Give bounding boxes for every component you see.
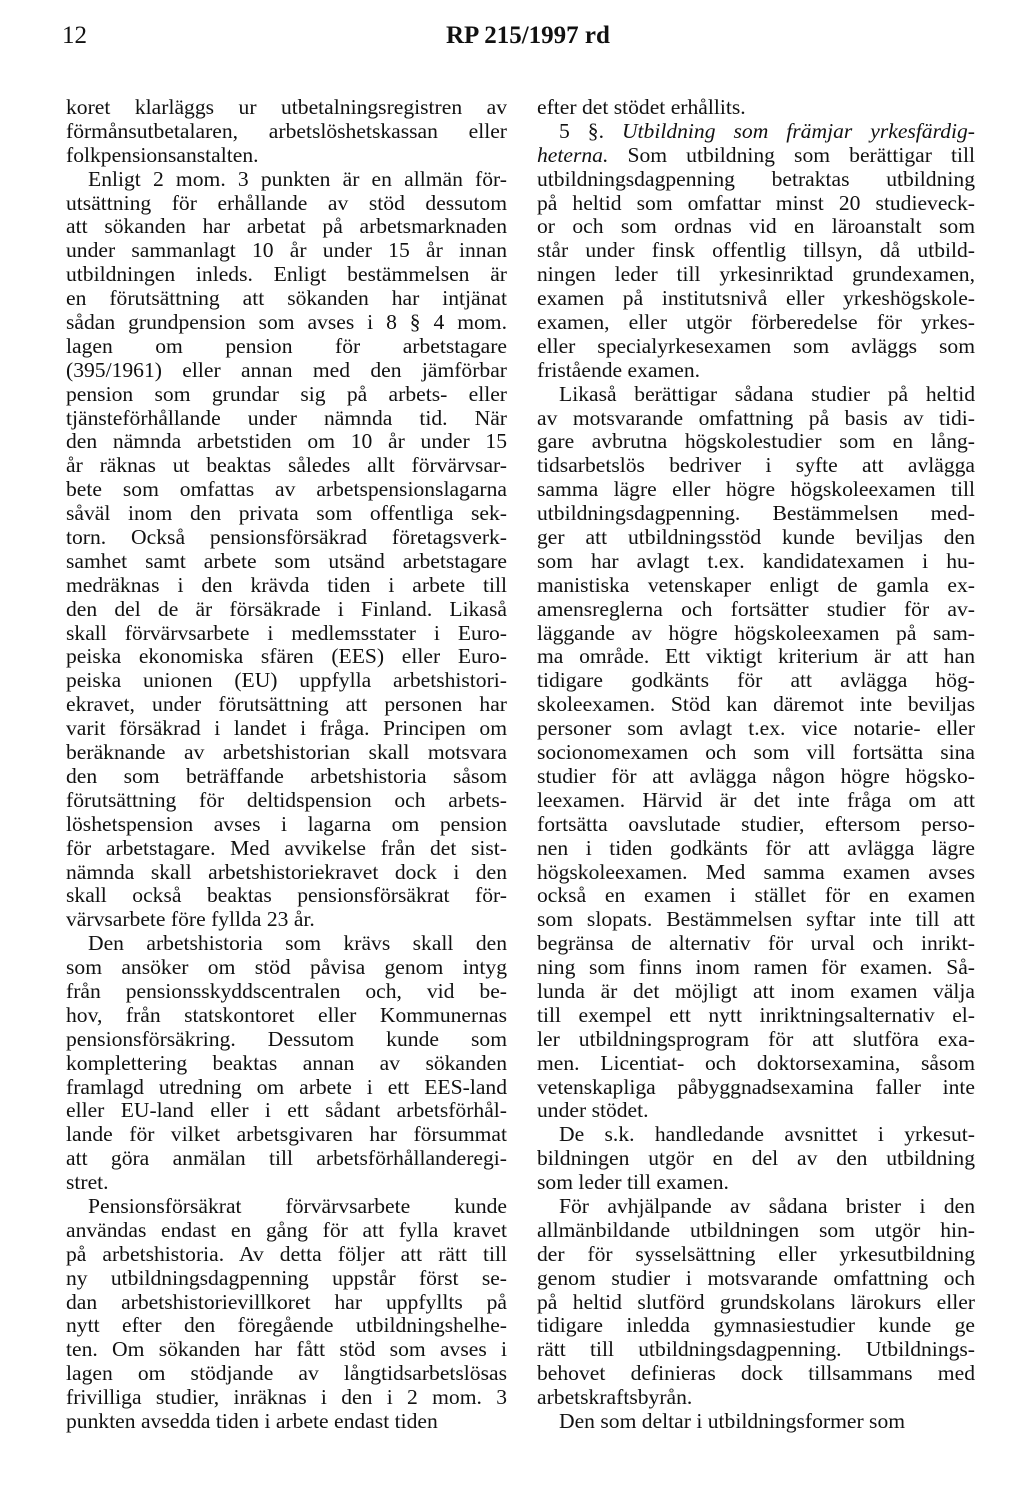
text-line: ny utbildningsdagpenning uppstår först se- [66,1266,507,1290]
text-line: skall också beaktas pensionsförsäkrat för- [66,884,507,908]
text-line: på heltid som omfattar minst 20 studieveck- [537,191,975,215]
text-line: värvsarbete före fyllda 23 år. [66,908,315,932]
text-line: or och som ordnas vid en läroanstalt som [537,215,975,239]
text-line: nämnda skall arbetshistoriekravet dock i den [66,860,507,884]
text-line: der för sysselsättning eller yrkesutbildning [537,1242,975,1266]
text-line: ler utbildningsprogram för att slutföra exa- [537,1027,975,1051]
text-line: peiska ekonomiska sfären (EES) eller Euro- [66,645,507,669]
text-line: dan arbetshistorievillkoret har uppfyllts på [66,1290,507,1314]
text-line: (395/1961) eller annan med den jämförbar [66,358,507,382]
text-line: socionomexamen och som vill fortsätta sina [537,741,975,765]
text-line: arbetskraftsbyrån. [537,1386,693,1410]
right-column-body [537,168,975,1434]
text-line: tjänsteförhållande under nämnda tid. När [66,406,507,430]
text-line: löshetspension avses i lagarna om pension [66,812,507,836]
text-line: Som utbildning som berättigar till [608,143,975,167]
text-line: som leder till examen. [537,1171,729,1195]
text-line: examen, eller utgör förberedelse för yrkes- [537,311,975,335]
text-line: ma område. Ett viktigt kriterium är att han [537,645,975,669]
text-line: står under finsk offentlig tillsyn, då utbild- [537,239,975,263]
text-line: att sökanden har arbetat på arbetsmarknaden [66,215,507,239]
text-line: som ansöker om stöd påvisa genom intyg [66,956,507,980]
text-line: förmånsutbetalaren, arbetslöshetskassan eller [66,119,507,143]
text-line: efter det stödet erhållits. [537,96,746,119]
text-line: läggande av högre högskoleexamen på sam- [537,621,975,645]
text-line: tidigare godkänts för att avlägga hög- [537,669,975,693]
page-number: 12 [62,22,87,49]
text-line: framlagd utredning om arbete i ett EES-land [66,1075,507,1099]
section-5-title: Utbildning som främjar yrkesfärdig- [621,119,975,143]
text-line: Enligt 2 mom. 3 punkten är en allmän för- [88,167,507,191]
text-line: eller specialyrkesexamen som avläggs som [537,334,975,358]
text-line: lagen om pension för arbetstagare [66,334,507,358]
left-column [66,96,507,1434]
text-line: fortsätta oavslutade studier, eftersom perso- [537,812,975,836]
text-line: såväl inom den privata som offentliga sek- [66,502,507,526]
text-line: förutsättning för deltidspension och arbets- [66,788,507,812]
section-5-heading-line-2 [537,144,975,168]
text-line: beräknande av arbetshistorian skall motsvara [66,741,507,765]
text-line: folkpensionsanstalten. [66,143,259,167]
text-line: ger att utbildningsstöd kunde beviljas den [537,526,975,550]
text-line: för arbetstagare. Med avvikelse från det sist- [66,836,507,860]
text-line: pension som grundar sig på arbets- eller [66,382,507,406]
page-header [0,16,1024,56]
text-line: frivilliga studier, inräknas i den i 2 mom. 3 [66,1386,507,1410]
text-line: sådan grundpension som avses i 8 § 4 mom. [66,311,507,335]
text-line: år räknas ut beaktas således allt förvärvsar- [66,454,507,478]
section-5-title-cont: heterna. [537,143,609,167]
text-line: under sammanlagt 10 år under 15 år innan [66,239,507,263]
text-line: rätt till utbildningsdagpenning. Utbildnings- [537,1338,975,1362]
text-line: skoleexamen. Stöd kan däremot inte beviljas [537,693,975,717]
text-line: För avhjälpande av sådana brister i den [559,1194,975,1218]
text-line: ekravet, under förutsättning att personen har [66,693,507,717]
text-line: manistiska vetenskaper enligt de gamla ex- [537,573,975,597]
text-line: den som beträffande arbetshistoria såsom [66,764,507,788]
text-line: tidigare inledda gymnasiestudier kunde ge [537,1314,975,1338]
text-line: också en examen i stället för en examen [537,884,975,908]
text-line: stret. [66,1171,109,1195]
text-line: begränsa de alternativ för urval och inrikt- [537,932,975,956]
document-id: RP 215/1997 rd [446,22,610,49]
text-line: punkten avsedda tiden i arbete endast tiden [66,1409,438,1433]
text-line: Likaså berättigar sådana studier på heltid [559,382,975,406]
text-line: Pensionsförsäkrat förvärvsarbete kunde [88,1194,507,1218]
text-line: pensionsförsäkring. Dessutom kunde som [66,1027,507,1051]
text-line: att göra anmälan till arbetsförhållanderegi- [66,1147,507,1171]
text-line: ningen leder till yrkesinriktad grundexamen, [537,263,975,287]
text-line: bete som omfattas av arbetspensionslagarna [66,478,507,502]
text-line: amensreglerna och fortsätter studier för av- [537,597,975,621]
right-column [537,96,975,1434]
text-line: samhet samt arbete som utsänd arbetstagare [66,549,507,573]
text-line: lagen om stödjande av långtidsarbetslösas [66,1362,507,1386]
text-line: ning som finns inom ramen för examen. Så- [537,956,975,980]
text-line: peiska unionen (EU) uppfylla arbetshistori- [66,669,507,693]
text-line: Den som deltar i utbildningsformer som [559,1409,906,1433]
text-line: användas endast en gång för att fylla kravet [66,1218,507,1242]
text-line: som har avlagt t.ex. kandidatexamen i hu- [537,549,975,573]
text-line: tidsarbetslös bedriver i syfte att avlägga [537,454,975,478]
text-line: ten. Om sökanden har fått stöd som avses i [66,1338,507,1362]
text-line: den nämnda arbetstiden om 10 år under 15 [66,430,507,454]
section-5-number: 5 §. [559,119,604,143]
text-line: studier för att avlägga någon högre högsko- [537,764,975,788]
text-line: högskoleexamen. Med samma examen avses [537,860,975,884]
text-line: utbildningen inleds. Enligt bestämmelsen är [66,263,507,287]
text-line: fristående examen. [537,358,701,382]
text-line: torn. Också pensionsförsäkrad företagsverk- [66,526,507,550]
text-line: allmänbildande utbildningen som utgör hin- [537,1218,975,1242]
text-line: lunda är det möjligt att inom examen välja [537,979,975,1003]
text-line: gare avbrutna högskolestudier som en lång- [537,430,975,454]
text-line: utbildningsdagpenning. Bestämmelsen med- [537,502,975,526]
text-line: vetenskapliga påbyggnadsexamina faller inte [537,1075,975,1099]
text-line: leexamen. Härvid är det inte fråga om att [537,788,975,812]
text-line: nen i tiden godkänts för att avlägga lägre [537,836,975,860]
text-line: från pensionsskyddscentralen och, vid be- [66,979,507,1003]
text-line: examen på institutsnivå eller yrkeshögskole- [537,287,975,311]
text-line: varit försäkrad i landet i fråga. Principen om [66,717,507,741]
text-line: hov, från statskontoret eller Kommunernas [66,1003,507,1027]
text-line: men. Licentiat- och doktorsexamina, såsom [537,1051,975,1075]
text-line: den del de är försäkrade i Finland. Likaså [66,597,507,621]
text-line: utsättning för erhållande av stöd dessutom [66,191,507,215]
text-line: under stödet. [537,1099,649,1123]
text-line: bildningen utgör en del av den utbildning [537,1147,975,1171]
section-5-heading-line [537,120,975,144]
text-line: nytt efter den föregående utbildningshelhe- [66,1314,507,1338]
text-line: på arbetshistoria. Av detta följer att rätt till [66,1242,507,1266]
text-line: eller EU-land eller i ett sådant arbetsförhål- [66,1099,507,1123]
text-line: skall förvärvsarbete i medlemsstater i Euro- [66,621,507,645]
text-line: genom studier i motsvarande omfattning och [537,1266,975,1290]
text-line: som slopats. Bestämmelsen syftar inte till att [537,908,975,932]
text-line: en förutsättning att sökanden har intjänat [66,287,507,311]
text-line: lande för vilket arbetsgivaren har försummat [66,1123,507,1147]
text-line: personer som avlagt t.ex. vice notarie- eller [537,717,975,741]
text-line: Den arbetshistoria som krävs skall den [88,932,507,956]
text-line: komplettering beaktas annan av sökanden [66,1051,507,1075]
text-line: medräknas i den krävda tiden i arbete till [66,573,507,597]
text-line: behovet definieras dock tillsammans med [537,1362,975,1386]
text-line: koret klarläggs ur utbetalningsregistren av [66,96,507,119]
text-line: på heltid slutförd grundskolans lärokurs eller [537,1290,975,1314]
text-line: utbildningsdagpenning betraktas utbildning [537,167,975,191]
text-line: av motsvarande omfattning på basis av tidi- [537,406,975,430]
text-line: samma lägre eller högre högskoleexamen till [537,478,975,502]
text-line: De s.k. handledande avsnittet i yrkesut- [559,1123,975,1147]
text-line: till exempel ett nytt inriktningsalternativ el- [537,1003,975,1027]
